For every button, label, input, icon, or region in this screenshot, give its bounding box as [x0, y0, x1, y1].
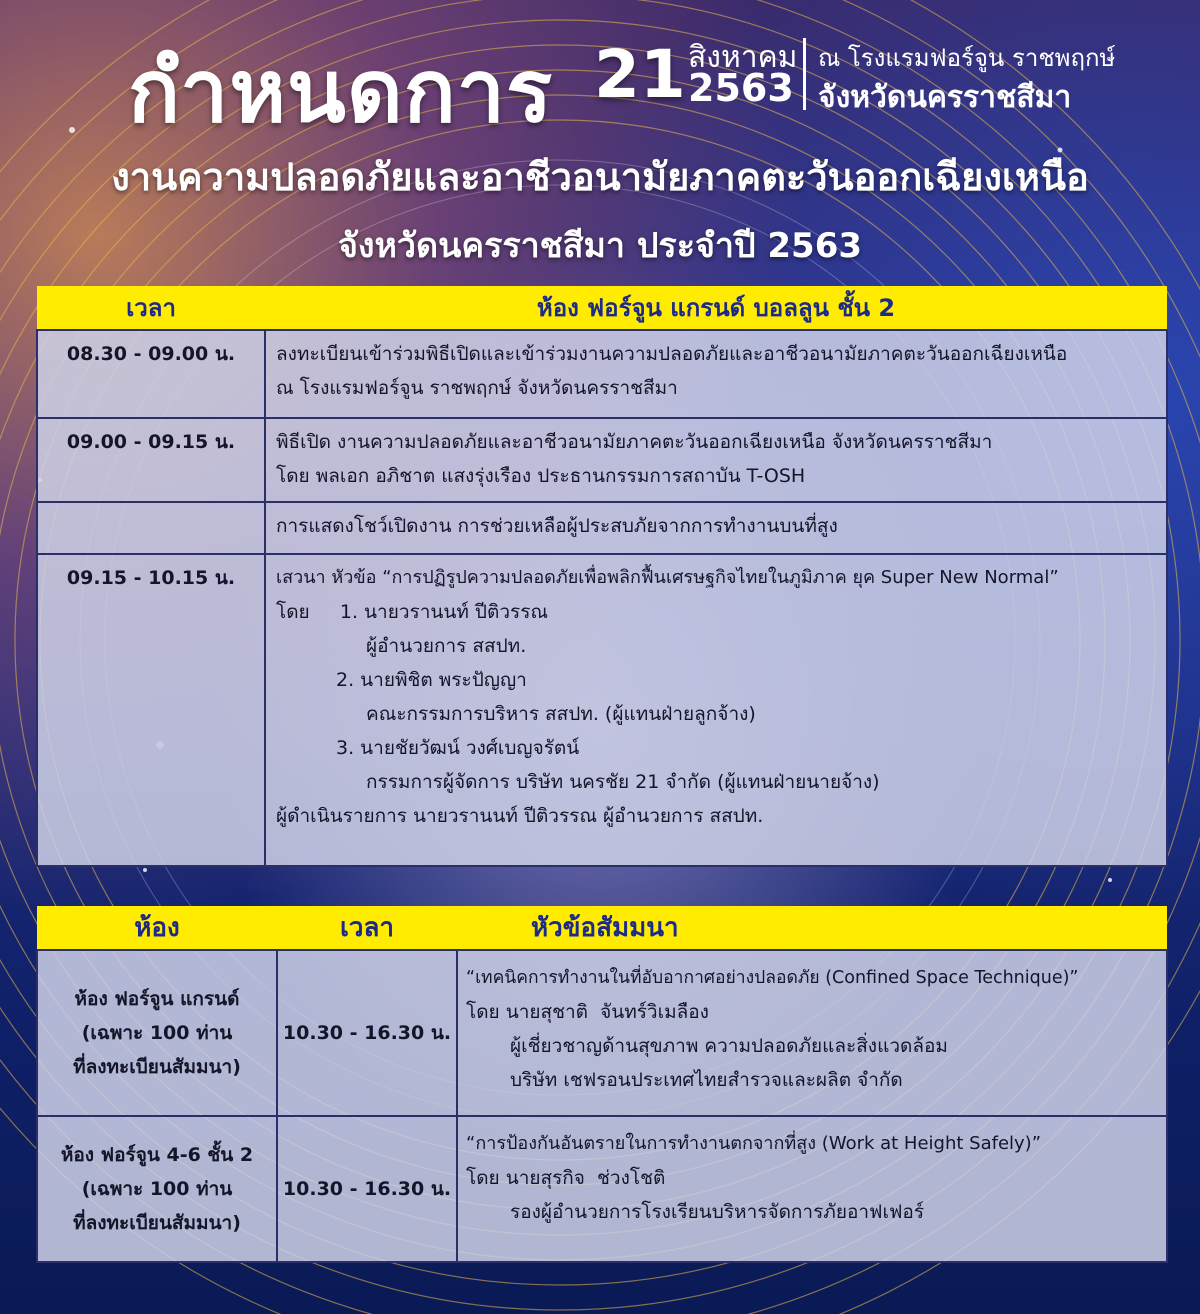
seminar-line: โดย นายสุชาติ จันทร์วิเมลือง: [466, 1001, 709, 1023]
schedule-row: [37, 554, 1167, 866]
seminar-time: 10.30 - 16.30 น.: [277, 950, 457, 1116]
schedule-line: พิธีเปิด งานความปลอดภัยและอาชีวอนามัยภาคตะวันออกเฉียงเหนือ จังหวัดนครราชสีมา: [276, 431, 993, 453]
schedule-table: [36, 286, 1168, 867]
seminar-room-line: ห้อง ฟอร์จูน 4-6 ชั้น 2: [60, 1144, 254, 1166]
schedule-header-row: [37, 286, 1167, 330]
seminar-room-line: ที่ลงทะเบียนสัมมนา): [73, 1212, 241, 1234]
schedule-row: [37, 502, 1167, 554]
seminar-room: [37, 1116, 277, 1262]
schedule-line: กรรมการผู้จัดการ บริษัท นครชัย 21 จำกัด (ผู้แทนฝ่ายนายจ้าง): [366, 771, 880, 793]
seminar-line: “เทคนิคการทำงานในที่อับอากาศอย่างปลอดภัย (Confined Space Technique)”: [466, 968, 1079, 988]
seminar-row: [37, 950, 1167, 1116]
event-province: จังหวัดนครราชสีมา: [818, 80, 1072, 115]
schedule-line: เสวนา หัวข้อ “การปฏิรูปความปลอดภัยเพื่อพลิกฟื้นเศรษฐกิจไทยในภูมิภาค ยุค Super New Normal”: [276, 567, 1059, 588]
schedule-line: 3. นายชัยวัฒน์ วงศ์เบญจรัตน์: [336, 737, 580, 759]
seminar-col-room: ห้อง: [37, 906, 277, 950]
seminar-room-line: (เฉพาะ 100 ท่าน: [81, 1178, 233, 1200]
seminar-line: โดย นายสุรกิจ ช่วงโชติ: [466, 1167, 666, 1189]
event-venue: ณ โรงแรมฟอร์จูน ราชพฤกษ์: [818, 44, 1116, 72]
seminar-room-line: (เฉพาะ 100 ท่าน: [81, 1022, 233, 1044]
schedule-line: โดย 1. นายวรานนท์ ปีติวรรณ: [276, 601, 549, 623]
schedule-time: [37, 502, 265, 554]
seminar-time: 10.30 - 16.30 น.: [277, 1116, 457, 1262]
schedule-line: คณะกรรมการบริหาร สสปท. (ผู้แทนฝ่ายลูกจ้าง): [366, 703, 756, 725]
schedule-line: โดย พลเอก อภิชาต แสงรุ่งเรือง ประธานกรรมการสถาบัน T-OSH: [276, 465, 806, 487]
seminar-room: [37, 950, 277, 1116]
seminar-col-topic: หัวข้อสัมมนา: [457, 906, 1167, 950]
schedule-description: [265, 330, 1167, 418]
event-month: สิงหาคม: [688, 40, 798, 75]
schedule-line: ลงทะเบียนเข้าร่วมพิธีเปิดและเข้าร่วมงานความปลอดภัยและอาชีวอนามัยภาคตะวันออกเฉียงเหนือ: [276, 343, 1068, 365]
page-title: กำหนดการ: [128, 42, 554, 142]
seminar-line: บริษัท เชฟรอนประเทศไทยสำรวจและผลิต จำกัด: [510, 1069, 903, 1091]
seminar-col-time: เวลา: [277, 906, 457, 950]
schedule-time: 09.15 - 10.15 น.: [37, 554, 265, 866]
schedule-line: ผู้อำนวยการ สสปท.: [366, 635, 527, 657]
event-title: งานความปลอดภัยและอาชีวอนามัยภาคตะวันออกเฉียงเหนือ: [111, 155, 1089, 199]
schedule-line: 2. นายพิชิต พระปัญญา: [336, 669, 527, 691]
schedule-line: การแสดงโชว์เปิดงาน การช่วยเหลือผู้ประสบภัยจากการทำงานบนที่สูง: [276, 515, 838, 537]
schedule-time: 08.30 - 09.00 น.: [37, 330, 265, 418]
event-subtitle: จังหวัดนครราชสีมา ประจำปี 2563: [337, 226, 863, 266]
schedule-description: [265, 502, 1167, 554]
seminar-room-line: ห้อง ฟอร์จูน แกรนด์: [74, 988, 240, 1010]
seminar-line: “การป้องกันอันตรายในการทำงานตกจากที่สูง (Work at Height Safely)”: [466, 1133, 1042, 1154]
seminar-row: [37, 1116, 1167, 1262]
schedule-description: [265, 554, 1167, 866]
seminar-header-row: [37, 906, 1167, 950]
event-year: 2563: [688, 66, 794, 110]
seminar-line: รองผู้อำนวยการโรงเรียนบริหารจัดการภัยอาฟเฟอร์: [510, 1201, 925, 1223]
schedule-time: 09.00 - 09.15 น.: [37, 418, 265, 502]
schedule-description: [265, 418, 1167, 502]
schedule-row: [37, 330, 1167, 418]
seminar-topic: [457, 1116, 1167, 1262]
schedule-line: ณ โรงแรมฟอร์จูน ราชพฤกษ์ จังหวัดนครราชสีมา: [276, 377, 678, 399]
event-day: 21: [594, 36, 686, 113]
seminar-room-line: ที่ลงทะเบียนสัมมนา): [73, 1056, 241, 1078]
schedule-col-room: ห้อง ฟอร์จูน แกรนด์ บอลลูน ชั้น 2: [265, 286, 1167, 330]
header-divider: [803, 38, 806, 110]
schedule-row: [37, 418, 1167, 502]
seminar-topic: [457, 950, 1167, 1116]
schedule-col-time: เวลา: [37, 286, 265, 330]
schedule-line: ผู้ดำเนินรายการ นายวรานนท์ ปีติวรรณ ผู้อำนวยการ สสปท.: [276, 805, 764, 827]
seminar-line: ผู้เชี่ยวชาญด้านสุขภาพ ความปลอดภัยและสิ่งแวดล้อม: [510, 1035, 948, 1057]
seminar-table: [36, 906, 1168, 1263]
